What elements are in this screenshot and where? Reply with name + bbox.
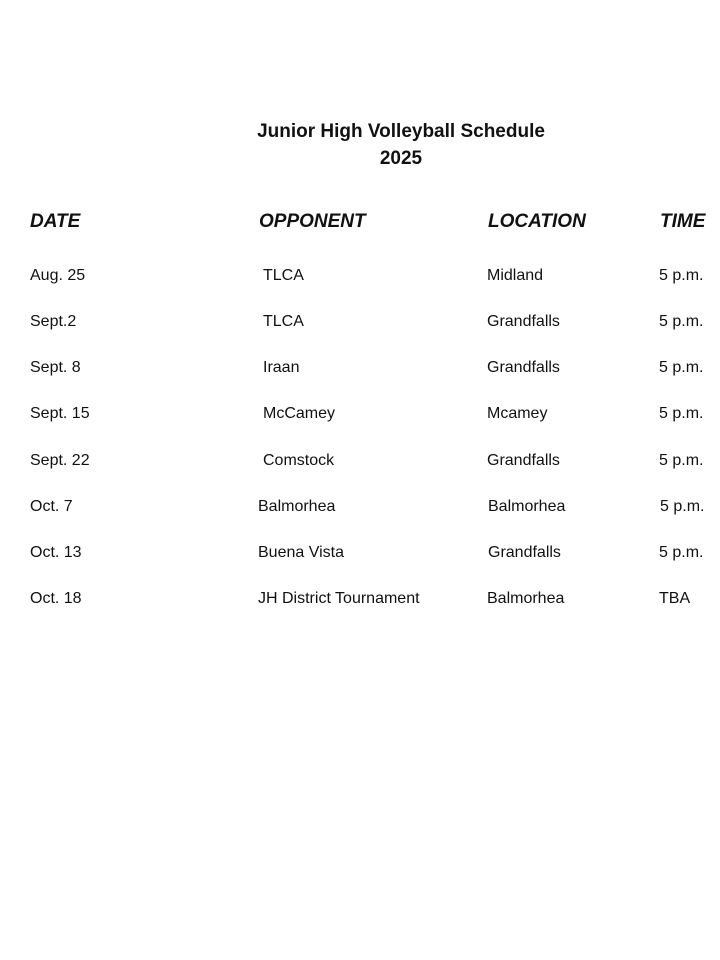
row-time: 5 p.m. <box>659 405 704 422</box>
row-time: TBA <box>659 590 691 607</box>
header-date: DATE <box>30 211 81 232</box>
row-location: Grandfalls <box>487 452 560 469</box>
row-time: 5 p.m. <box>659 452 704 469</box>
row-date: Sept. 22 <box>30 452 90 469</box>
schedule-title-year: 2025 <box>379 148 423 169</box>
row-date: Oct. 13 <box>30 544 82 561</box>
row-opponent: McCamey <box>263 405 336 422</box>
row-date: Aug. 25 <box>30 267 86 284</box>
row-opponent: JH District Tournament <box>258 590 420 607</box>
row-opponent: Iraan <box>263 359 300 376</box>
schedule-title-line1: Junior High Volleyball Schedule <box>257 121 545 142</box>
row-date: Sept. 15 <box>30 405 90 422</box>
row-date: Sept.2 <box>30 313 77 330</box>
row-location: Grandfalls <box>488 544 561 561</box>
row-location: Grandfalls <box>487 359 560 376</box>
row-opponent: TLCA <box>263 313 304 330</box>
row-location: Grandfalls <box>487 313 560 330</box>
row-location: Balmorhea <box>487 590 565 607</box>
row-opponent: Buena Vista <box>258 544 344 561</box>
row-opponent: Balmorhea <box>258 498 336 515</box>
header-location: LOCATION <box>488 211 586 232</box>
row-opponent: TLCA <box>263 267 304 284</box>
row-time: 5 p.m. <box>659 313 704 330</box>
row-location: Midland <box>487 267 544 284</box>
row-location: Mcamey <box>487 405 548 422</box>
row-time: 5 p.m. <box>660 498 705 515</box>
header-time: TIME <box>660 211 706 232</box>
row-location: Balmorhea <box>488 498 566 515</box>
row-date: Oct. 18 <box>30 590 82 607</box>
row-date: Sept. 8 <box>30 359 81 376</box>
row-opponent: Comstock <box>263 452 335 469</box>
header-opponent: OPPONENT <box>259 211 366 232</box>
row-time: 5 p.m. <box>659 267 704 284</box>
row-time: 5 p.m. <box>659 359 704 376</box>
row-time: 5 p.m. <box>659 544 704 561</box>
row-date: Oct. 7 <box>30 498 73 515</box>
